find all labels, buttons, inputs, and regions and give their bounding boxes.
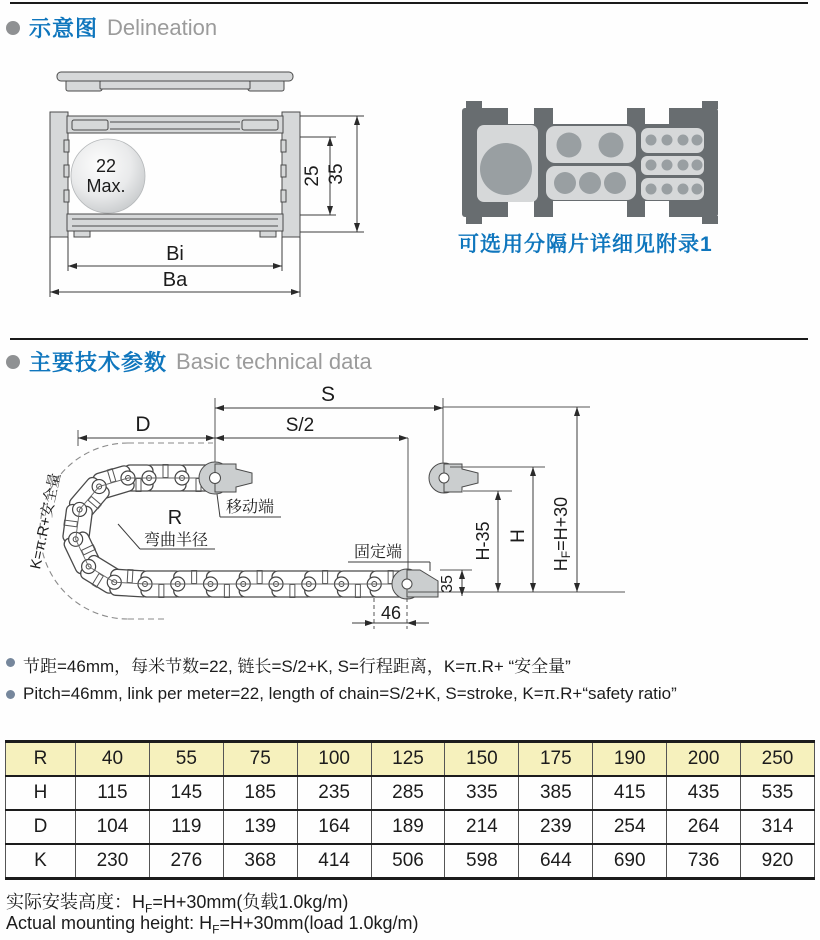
table-cell: 920: [741, 844, 815, 879]
dim-h35-label: H-35: [473, 521, 493, 561]
row-label: H: [6, 776, 76, 810]
fixed-end-bracket: [392, 569, 438, 599]
section-title-zh: 主要技术参数: [29, 350, 168, 375]
table-cell: 100: [297, 742, 371, 777]
table-cell: 506: [371, 844, 445, 879]
table-cell: 414: [297, 844, 371, 879]
table-cell: 254: [593, 810, 667, 844]
table-cell: 239: [519, 810, 593, 844]
note-zh-text: 节距=46mm，每米节数=22, 链长=S/2+K, S=行程距离，K=π.R+ “安全量”: [23, 657, 571, 676]
table-cell: 145: [149, 776, 223, 810]
dim-d-label: D: [135, 413, 151, 436]
table-cell: 598: [445, 844, 519, 879]
table-cell: 104: [76, 810, 150, 844]
footnote-zh-sub: F: [145, 901, 153, 916]
bullet-icon: [6, 355, 20, 369]
lid-drawing: [57, 72, 293, 91]
table-row: [6, 776, 815, 810]
label-fixed-end: 固定端: [353, 544, 403, 561]
table-cell: 385: [519, 776, 593, 810]
ball-label-22: 22: [95, 156, 117, 176]
section-delineation-header: [6, 12, 217, 43]
footnote-en-post: =H+30mm(load 1.0kg/m): [219, 913, 419, 933]
cross-section-figure: [0, 50, 420, 305]
table-cell: 189: [371, 810, 445, 844]
table-cell: 139: [223, 810, 297, 844]
dim-35-label: 35: [326, 163, 347, 185]
section-title-en: Delineation: [107, 14, 218, 40]
table-cell: 214: [445, 810, 519, 844]
label-k-formula: K=π.R+安全量: [27, 471, 65, 571]
dim-46-label: 46: [380, 603, 402, 623]
table-cell: 40: [76, 742, 150, 777]
table-cell: 125: [371, 742, 445, 777]
dim-s-label: S: [320, 383, 336, 406]
table-cell: 119: [149, 810, 223, 844]
ball-label-max: Max.: [86, 176, 126, 196]
row-label: K: [6, 844, 76, 879]
bullet-icon: [6, 21, 20, 35]
dim-h-label: H: [508, 529, 529, 543]
table-cell: 185: [223, 776, 297, 810]
bullet-icon: [6, 658, 15, 667]
row-label: D: [6, 810, 76, 844]
table-cell: 175: [519, 742, 593, 777]
table-cell: 736: [667, 844, 741, 879]
table-cell: 368: [223, 844, 297, 879]
section-technical-header: [6, 346, 372, 377]
table-cell: 690: [593, 844, 667, 879]
table-cell: 164: [297, 810, 371, 844]
dim-35-label: 35: [439, 575, 456, 593]
footnote-zh-post: =H+30mm(负载1.0kg/m): [152, 892, 349, 912]
table-cell: 285: [371, 776, 445, 810]
label-r: R: [167, 507, 183, 529]
table-cell: 335: [445, 776, 519, 810]
dim-hf-label: HF=H+30: [551, 496, 573, 572]
table-cell: 435: [667, 776, 741, 810]
max-cable-ball: [71, 139, 145, 213]
table-cell: 190: [593, 742, 667, 777]
footnote-zh: [6, 888, 348, 916]
table-cell: 75: [223, 742, 297, 777]
table-row: [6, 810, 815, 844]
parameters-table: [5, 740, 815, 880]
label-bend-radius: 弯曲半径: [143, 532, 209, 549]
table-header-row: [6, 742, 815, 777]
footnote-en-sub: F: [212, 922, 220, 937]
table-cell: 535: [741, 776, 815, 810]
dim-ba-label: Ba: [162, 269, 188, 291]
section-title-en: Basic technical data: [176, 348, 372, 374]
footnote-zh-pre: 实际安装高度：H: [6, 892, 145, 912]
moving-end-bracket: [199, 462, 252, 494]
table-cell: 250: [741, 742, 815, 777]
table-cell: 55: [149, 742, 223, 777]
table-cell: 230: [76, 844, 150, 879]
divider-figure: [450, 95, 740, 225]
table-cell: 415: [593, 776, 667, 810]
bullet-icon: [6, 690, 15, 699]
note-zh: [6, 652, 571, 677]
table-cell: 115: [76, 776, 150, 810]
table-cell: 264: [667, 810, 741, 844]
row-label: R: [6, 742, 76, 777]
table-cell: 235: [297, 776, 371, 810]
section-rule: [10, 338, 808, 340]
footnote-en-pre: Actual mounting height: H: [6, 913, 213, 933]
dim-s2-label: S/2: [285, 415, 315, 436]
dim-25-label: 25: [302, 165, 323, 187]
table-cell: 314: [741, 810, 815, 844]
note-en: [6, 684, 677, 704]
table-cell: 150: [445, 742, 519, 777]
dim-bi-label: Bi: [166, 243, 184, 265]
label-moving-end: 移动端: [225, 499, 275, 516]
divider-caption: 可选用分隔片详细见附录1: [458, 233, 713, 256]
section-title-zh: 示意图: [29, 16, 99, 41]
top-rule: [10, 2, 808, 4]
footnote-en: [6, 913, 419, 937]
chain-diagram: [0, 380, 680, 640]
table-cell: 276: [149, 844, 223, 879]
table-cell: 200: [667, 742, 741, 777]
table-row: [6, 844, 815, 879]
note-en-text: Pitch=46mm, link per meter=22, length of chain=S/2+K, S=stroke, K=π.R+“safety ratio”: [23, 684, 677, 703]
table-cell: 644: [519, 844, 593, 879]
